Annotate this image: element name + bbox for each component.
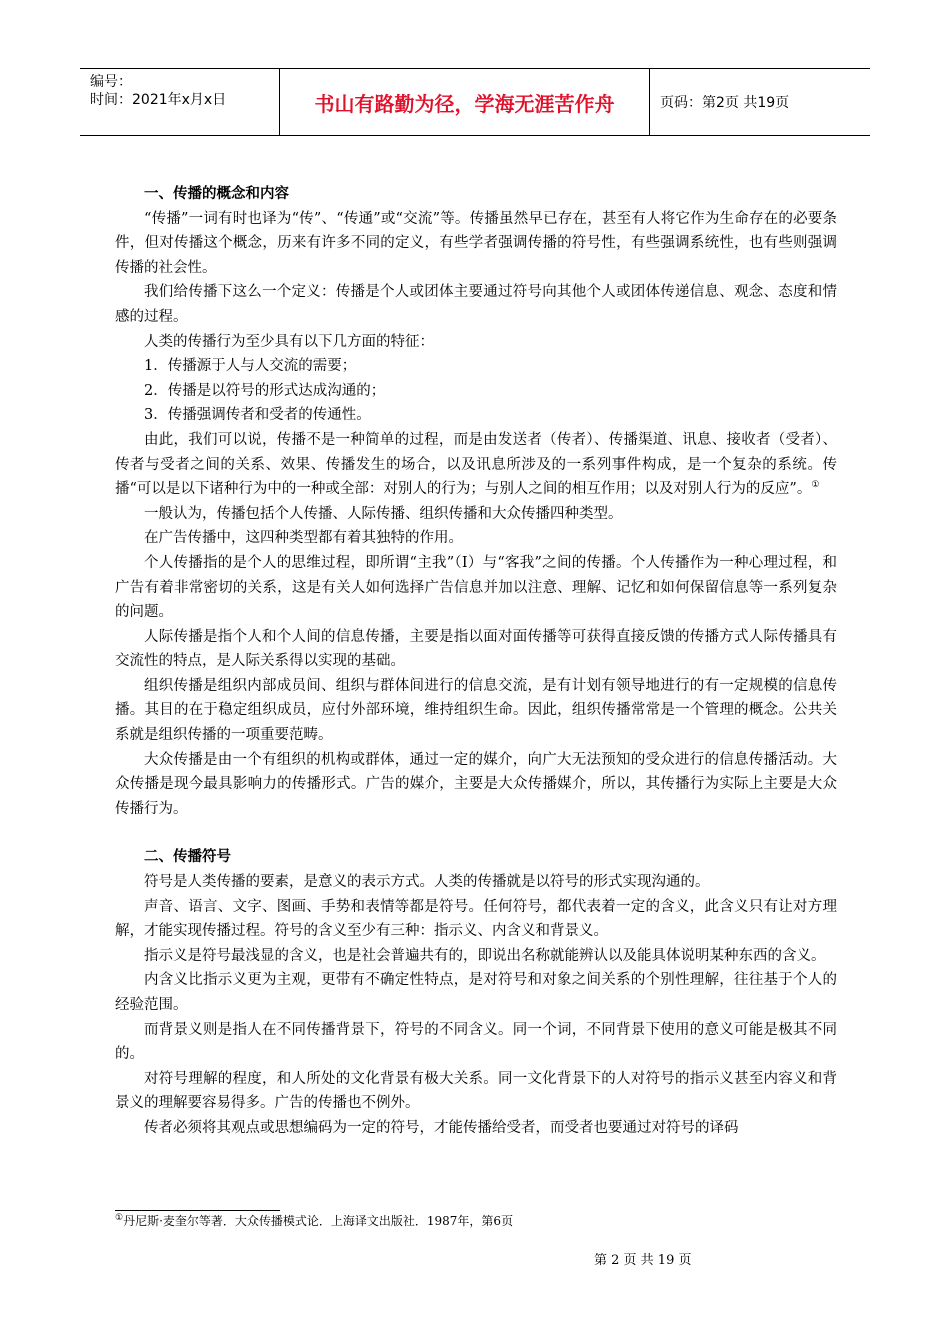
paragraph: 传者必须将其观点或思想编码为一定的符号，才能传播给受者，而受者也要通过对符号的译码 — [144, 1119, 739, 1136]
paragraph: 内含义比指示义更为主观，更带有不确定性特点，是对符号和对象之间关系的个别性理解，往往基于个人的经验范围。 — [115, 972, 837, 1013]
paragraph: 个人传播指的是个人的思维过程，即所谓“主我”（I）与“客我”之间的传播。个人传播作为一种心理过程，和广告有着非常密切的关系，这是有关人如何选择广告信息并加以注意、理解、记忆和如何保留信息等一系列复杂的问题。 — [115, 554, 837, 621]
paragraph: 人际传播是指个人和个人间的信息传播，主要是指以面对面传播等可获得直接反馈的传播方式人际传播具有交流性的特点，是人际关系得以实现的基础。 — [115, 628, 837, 670]
list-item: 3．传播强调传者和受者的传通性。 — [144, 407, 371, 424]
header-meta — [80, 69, 280, 135]
paragraph: 我们给传播下这么一个定义：传播是个人或团体主要通过符号向其他个人或团体传递信息、观念、态度和情感的过程。 — [115, 284, 837, 325]
paragraph: 大众传播是由一个有组织的机构或群体，通过一定的媒介，向广大无法预知的受众进行的信息传播活动。大众传播是现今最具影响力的传播形式。广告的媒介，主要是大众传播媒介，所以，其传播行为实际上主要是大众传播行为。 — [115, 751, 837, 817]
section-title: 二、传播符号 — [144, 849, 231, 866]
page-footer: 第 2 页 共 19 页 — [594, 1253, 692, 1268]
footnote-separator — [115, 1210, 280, 1211]
time-label: 时间：2021年x月x日 — [90, 92, 227, 108]
paragraph: 一般认为，传播包括个人传播、人际传播、组织传播和大众传播四种类型。 — [144, 505, 623, 522]
paragraph: 声音、语言、文字、图画、手势和表情等都是符号。任何符号，都代表着一定的含义，此含义只有让对方理解，才能实现传播过程。符号的含义至少有三种：指示义、内含义和背景义。 — [115, 898, 837, 940]
paragraph: 对符号理解的程度，和人所处的文化背景有极大关系。同一文化背景下的人对符号的指示义甚至内容义和背景义的理解要容易得多。广告的传播也不例外。 — [115, 1070, 837, 1112]
page-header — [80, 68, 870, 136]
code-label: 编号： — [90, 74, 132, 90]
footnote-text: 丹尼斯·麦奎尔等著．大众传播模式论．上海译文出版社．1987年，第6页 — [123, 1214, 514, 1228]
paragraph: 指示义是符号最浅显的含义，也是社会普遍共有的，即说出名称就能辨认以及能具体说明某种东西的含义。 — [144, 947, 826, 964]
header-page-info: 页码：第2页 共19页 — [660, 95, 790, 111]
section-title: 一、传播的概念和内容 — [144, 186, 289, 202]
paragraph: “传播”一词有时也译为“传”、“传通”或“交流”等。传播虽然早已存在，甚至有人将它作为生命存在的必要条件，但对传播这个概念，历来有许多不同的定义，有些学者强调传播的符号性，有些强调系统性，也有些则强调传播的社会性。 — [115, 210, 837, 276]
paragraph — [115, 428, 837, 502]
paragraph-text: 由此，我们可以说，传播不是一种简单的过程，而是由发送者（传者）、传播渠道、讯息、接收者（受者）、传者与受者之间的关系、效果、传播发生的场合，以及讯息所涉及的一系列事件构成，是一个复杂的系统。传播“可以是以下诸种行为中的一种或全部：对别人的行为；与别人之间的相互作用；以及对别人行为的反应”。 — [115, 431, 837, 498]
paragraph: 符号是人类传播的要素，是意义的表示方式。人类的传播就是以符号的形式实现沟通的。 — [144, 874, 710, 891]
document-body — [115, 182, 837, 1141]
footnote-ref: ① — [811, 480, 820, 491]
list-item: 1．传播源于人与人交流的需要； — [144, 358, 357, 375]
paragraph: 而背景义则是指人在不同传播背景下，符号的不同含义。同一个词，不同背景下使用的意义可能是极其不同的。 — [115, 1021, 837, 1063]
footnote-mark: ① — [115, 1213, 124, 1223]
paragraph: 在广告传播中，这四种类型都有着其独特的作用。 — [144, 530, 463, 547]
paragraph: 组织传播是组织内部成员间、组织与群体间进行的信息交流，是有计划有领导地进行的有一定规模的信息传播。其目的在于稳定组织成员，应付外部环境，维持组织生命。因此，组织传播常常是一个管理的概念。公共关系就是组织传播的一项重要范畴。 — [115, 677, 837, 744]
footnote — [115, 1212, 513, 1230]
list-item: 2．传播是以符号的形式达成沟通的； — [144, 382, 386, 399]
header-motto: 书山有路勤为径，学海无涯苦作舟 — [280, 69, 650, 135]
paragraph: 人类的传播行为至少具有以下几方面的特征： — [144, 333, 434, 350]
